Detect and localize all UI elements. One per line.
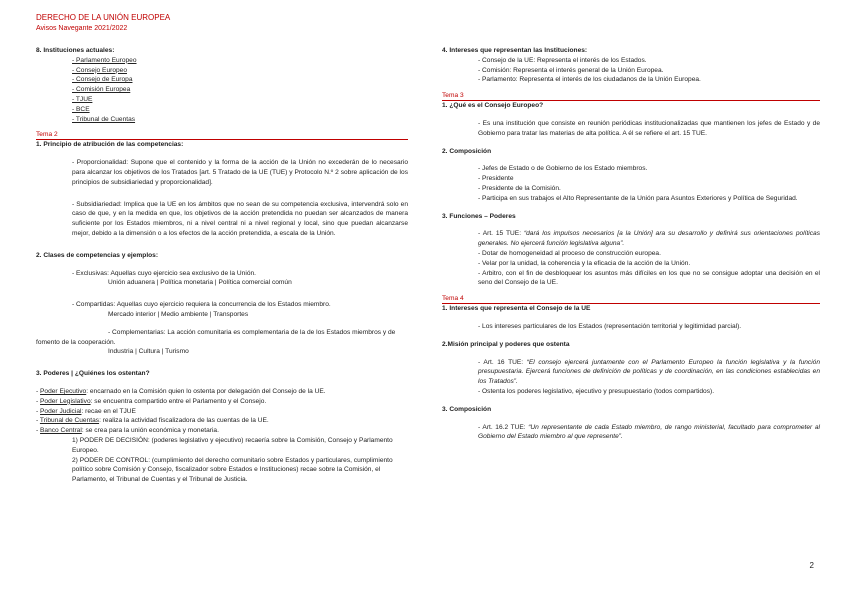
paragraph: - Dotar de homogeneidad al proceso de construcción europea.	[478, 249, 661, 257]
list-item: - Consejo Europeo	[72, 66, 127, 74]
paragraph: - Ostenta los poderes legislativo, ejecutivo y presupuestario (todos compartidos).	[478, 387, 715, 395]
paragraph: - Art. 16.2 TUE: “Un representante de cada Estado miembro, de rango ministerial, facultado para comprometer al Gobierno del Estado miembro al que represente”.	[478, 423, 820, 441]
document-title: DERECHO DE LA UNIÓN EUROPEA	[36, 13, 171, 22]
paragraph: - Art. 16 TUE: “El consejo ejercerá juntamente con el Parlamento Europeo la función legislativa y la función presupuestaria. Ejercerá funciones de definición de políticas y de coordinación, en las condiciones establecidas en los Tratados”.	[478, 358, 821, 386]
list-item: - Consejo de Europa	[72, 76, 133, 84]
paragraph: - Banco Central: se crea para la unión económica y monetaria.	[36, 427, 219, 435]
list-item: - Jefes de Estado o de Gobierno de los Estado miembros.	[478, 165, 648, 173]
list-item: - Parlamento Europeo	[72, 56, 137, 64]
institutions-list	[36, 56, 408, 125]
section-heading: 1. Principio de atribución de las competencias:	[36, 141, 184, 149]
section-heading: 3. Poderes | ¿Quiénes los ostentan?	[36, 370, 150, 378]
list-item: - Parlamento: Representa el interés de los ciudadanos de la Unión Europea.	[478, 76, 701, 84]
section-heading: 4. Intereses que representan las Instituciones:	[442, 47, 588, 54]
paragraph: - Los intereses particulares de los Estados (representación territorial y legitimidad parcial).	[478, 322, 742, 330]
examples: Industria | Cultura | Turismo	[108, 348, 189, 356]
list-item: - BCE	[72, 105, 90, 113]
tema-2-divider	[36, 130, 408, 140]
document-subtitle: Avisos Navegante 2021/2022	[36, 25, 128, 32]
right-column	[442, 46, 820, 442]
list-item: - Tribunal de Cuentas	[72, 115, 136, 123]
paragraph: - Tribunal de Cuentas: realiza la actividad fiscalizadora de las cuentas de la UE.	[36, 417, 269, 425]
list-item: - Comisión Europea	[72, 86, 131, 94]
page-number: 2	[809, 561, 814, 570]
tema-3-divider	[442, 91, 820, 101]
section-heading: 3. Funciones – Poderes	[442, 212, 516, 220]
list-item: - Presidente	[478, 175, 514, 183]
section-heading: 2. Clases de competencias y ejemplos:	[36, 251, 159, 259]
paragraph: - Es una institución que consiste en reunión periódicas institucionalizadas que mantienen los jefes de Estado y de Gobierno para tratar las materias de alta política. A él se refiere el art. 15 TUE.	[478, 119, 820, 137]
paragraph: - Proporcionalidad: Supone que el contenido y la forma de la acción de la Unión no excederán de lo necesario para alcanzar los objetivos de los Tratados [art. 5 Tratado de la UE (TUE) y Protocolo N.º 2 sobre aplicación de los principios de subsidiariedad y proporcionalidad].	[72, 159, 408, 186]
paragraph: - Poder Ejecutivo: encarnado en la Comisión quien lo ostenta por delegación del Consejo de la UE.	[36, 387, 326, 395]
list-item: - TJUE	[72, 95, 93, 103]
examples: Unión aduanera | Política monetaria | Política comercial común	[108, 279, 292, 287]
paragraph: - Arbitro, con el fin de desbloquear los asuntos más difíciles en los que no se consigue adoptar una decisión en el seno del Consejo de la UE.	[478, 269, 820, 287]
examples: Mercado interior | Medio ambiente | Transportes	[108, 310, 249, 318]
paragraph: - Velar por la unidad, la coherencia y la eficacia de la acción de la Unión.	[478, 259, 691, 267]
list-item: - Presidente de la Comisión.	[478, 184, 561, 192]
list-item: - Comisión: Representa el interés general de la Unión Europea.	[478, 66, 664, 74]
paragraph: - Compartidas: Aquellas cuyo ejercicio requiera la concurrencia de los Estados miembro.	[72, 301, 331, 309]
tema-4-divider	[442, 294, 820, 304]
tema-label: Tema 2	[36, 131, 58, 139]
paragraph: - Poder Legislativo: se encuentra compartido entre el Parlamento y el Consejo.	[36, 397, 267, 405]
paragraph: - Complementarias: La acción comunitaria es complementaria de la de los Estados miembros y de fomento de la cooperación.	[36, 328, 396, 346]
section-heading: 3. Composición	[442, 405, 492, 413]
paragraph: 2) PODER DE CONTROL: (cumplimiento del derecho comunitario sobre Estados y particulares, cumplimiento político sobre Comisión y Consejo, fiscalizador sobre Estados e Instituciones) recae sobre la Comisión, el Parlamento, el Tribunal de Cuentas y el Tribunal de Justicia.	[72, 456, 393, 484]
section-heading: 2. Composición	[442, 147, 492, 155]
section-heading: 2.Misión principal y poderes que ostenta	[442, 340, 570, 348]
paragraph: - Art. 15 TUE: “dará los impulsos necesarios [a la Unión] ara su desarrollo y definirá sus orientaciones políticas generales. No ejercerá función legislativa alguna”.	[478, 230, 821, 248]
section-heading: 8. Instituciones actuales:	[36, 47, 115, 54]
tema-label: Tema 4	[442, 295, 464, 303]
paragraph: - Poder Judicial: recae en el TJUE	[36, 407, 136, 415]
left-column	[36, 46, 408, 485]
section-heading: 1. Intereses que representa el Consejo de la UE	[442, 305, 591, 313]
section-heading: 1. ¿Qué es el Consejo Europeo?	[442, 102, 544, 110]
paragraph: - Subsidiariedad: Implica que la UE en los ámbitos que no sean de su competencia exclusiva, intervendrá solo en caso de que, y en la medida en que, los objetivos de la acción pretendida no puedan ser alcanzados de manera suficiente por los Estados miembros, ni a nivel central ni a nivel regional y local, sino que puedan alcanzarse mejor, debido a la dimensión o a los efectos de la acción pretendida, a escala de la Unión.	[72, 200, 408, 237]
list-item: - Participa en sus trabajos el Alto Representante de la Unión para Asuntos Exteriores y Política de Seguridad.	[478, 194, 798, 202]
tema-label: Tema 3	[442, 92, 464, 100]
list-item: - Consejo de la UE: Representa el interés de los Estados.	[478, 56, 647, 64]
paragraph: 1) PODER DE DECISIÓN: (poderes legislativo y ejecutivo) recaería sobre la Comisión, Consejo y Parlamento Europeo.	[72, 436, 393, 454]
paragraph: - Exclusivas: Aquellas cuyo ejercicio sea exclusivo de la Unión.	[72, 269, 256, 277]
